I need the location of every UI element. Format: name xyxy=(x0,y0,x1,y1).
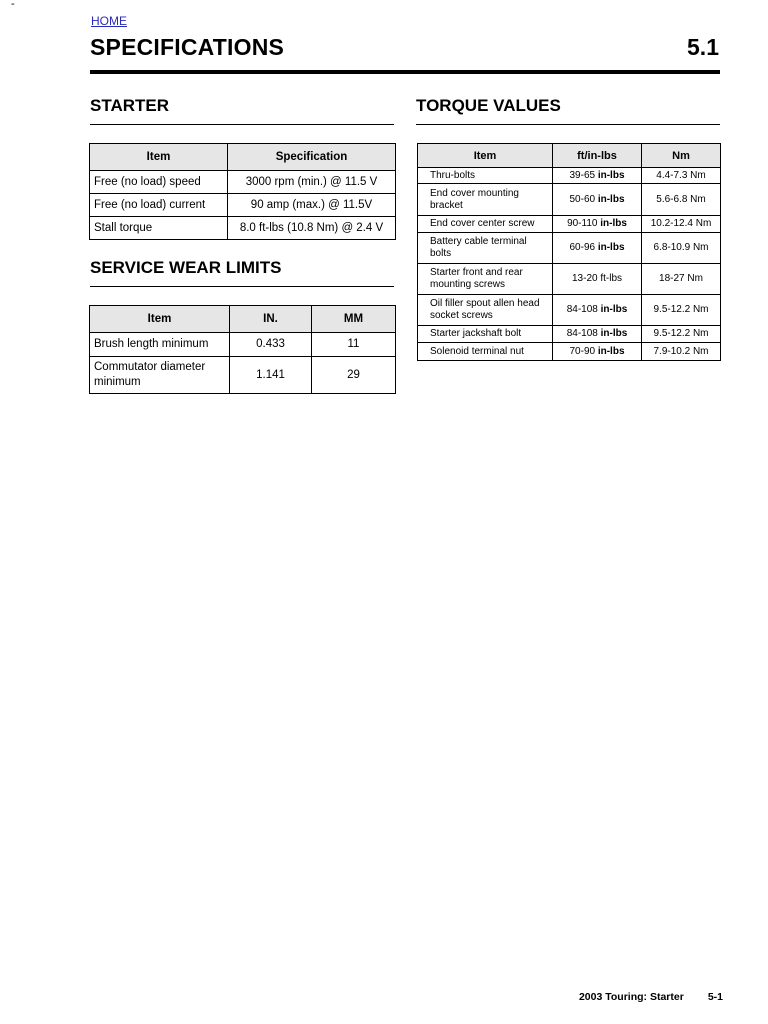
table-row xyxy=(90,333,396,357)
table-row xyxy=(90,194,396,217)
table-row xyxy=(418,168,721,184)
torque-cell xyxy=(553,326,642,343)
torque-value: 90-110 xyxy=(567,218,598,229)
torque-cell xyxy=(553,343,642,361)
torque-value: 84-108 xyxy=(566,304,598,315)
inch-cell: 0.433 xyxy=(230,333,312,357)
torque-value: 50-60 xyxy=(569,193,596,205)
column-header: IN. xyxy=(230,306,312,333)
torque-value: 84-108 xyxy=(566,328,598,339)
torque-values-table xyxy=(417,143,721,361)
torque-unit: in-lbs xyxy=(597,345,625,357)
service-wear-limits-table xyxy=(89,305,396,394)
column-header: Nm xyxy=(642,144,721,168)
starter-table xyxy=(89,143,396,240)
torque-values-rule xyxy=(416,124,720,125)
table-header-row xyxy=(90,144,396,171)
torque-cell xyxy=(553,233,642,264)
table-row xyxy=(418,343,721,361)
torque-cell xyxy=(553,168,642,184)
inch-cell: 1.141 xyxy=(230,357,312,394)
torque-value: 39-65 xyxy=(569,169,596,181)
nm-cell: 9.5-12.2 Nm xyxy=(642,295,721,326)
mm-cell: 11 xyxy=(312,333,396,357)
column-header: MM xyxy=(312,306,396,333)
item-cell: Starter jackshaft bolt xyxy=(418,326,553,343)
section-number: 5.1 xyxy=(687,34,719,60)
column-header: Item xyxy=(90,306,230,333)
item-cell: Oil filler spout allen head socket screws xyxy=(418,295,553,326)
item-cell: Free (no load) speed xyxy=(90,171,228,194)
service-wear-limits-heading: SERVICE WEAR LIMITS xyxy=(90,258,282,277)
mm-cell: 29 xyxy=(312,357,396,394)
home-link[interactable]: HOME xyxy=(91,14,127,28)
page-footer xyxy=(579,991,723,1003)
title-rule xyxy=(90,70,720,74)
nm-cell: 9.5-12.2 Nm xyxy=(642,326,721,343)
nm-cell: 5.6-6.8 Nm xyxy=(642,184,721,216)
footer-doc-title: 2003 Touring: Starter xyxy=(578,991,684,1003)
table-row xyxy=(418,233,721,264)
item-cell: Free (no load) current xyxy=(90,194,228,217)
nm-cell: 18-27 Nm xyxy=(642,264,721,295)
torque-unit: ft-lbs xyxy=(600,273,623,284)
item-cell: Brush length minimum xyxy=(90,333,230,357)
item-cell: Thru-bolts xyxy=(418,168,553,184)
torque-unit: in-lbs xyxy=(600,218,627,229)
item-cell: End cover center screw xyxy=(418,216,553,233)
column-header: ft/in-lbs xyxy=(553,144,642,168)
torque-value: 60-96 xyxy=(569,242,596,253)
torque-cell xyxy=(553,184,642,216)
nm-cell: 10.2-12.4 Nm xyxy=(642,216,721,233)
corner-mark: - xyxy=(11,0,15,10)
table-row xyxy=(90,217,396,240)
page-title: SPECIFICATIONS xyxy=(90,34,285,60)
table-row xyxy=(418,295,721,326)
table-header-row xyxy=(90,306,396,333)
table-row xyxy=(418,216,721,233)
footer-page-number: 5-1 xyxy=(707,991,723,1003)
nm-cell: 7.9-10.2 Nm xyxy=(642,343,721,361)
table-row xyxy=(90,357,396,394)
column-header: Item xyxy=(418,144,553,168)
torque-unit: in-lbs xyxy=(600,328,628,339)
column-header: Specification xyxy=(228,144,396,171)
item-cell: Battery cable terminal bolts xyxy=(418,233,553,264)
item-cell: Commutator diameter minimum xyxy=(90,357,230,394)
starter-rule xyxy=(90,124,394,125)
spec-cell: 90 amp (max.) @ 11.5V xyxy=(228,194,396,217)
torque-unit: in-lbs xyxy=(597,193,625,205)
torque-value: 70-90 xyxy=(569,345,596,357)
torque-value: 13-20 xyxy=(571,273,598,284)
spec-cell: 8.0 ft-lbs (10.8 Nm) @ 2.4 V xyxy=(228,217,396,240)
item-cell: Solenoid terminal nut xyxy=(418,343,553,361)
table-row xyxy=(90,171,396,194)
torque-cell xyxy=(553,295,642,326)
torque-unit: in-lbs xyxy=(600,304,628,315)
spec-cell: 3000 rpm (min.) @ 11.5 V xyxy=(228,171,396,194)
item-cell: Stall torque xyxy=(90,217,228,240)
table-row xyxy=(418,326,721,343)
torque-cell xyxy=(553,216,642,233)
item-cell: End cover mounting bracket xyxy=(418,184,553,216)
item-cell: Starter front and rear mounting screws xyxy=(418,264,553,295)
column-header: Item xyxy=(90,144,228,171)
service-wear-limits-rule xyxy=(90,286,394,287)
table-header-row xyxy=(418,144,721,168)
nm-cell: 6.8-10.9 Nm xyxy=(642,233,721,264)
torque-unit: in-lbs xyxy=(597,169,625,181)
table-row xyxy=(418,184,721,216)
nm-cell: 4.4-7.3 Nm xyxy=(642,168,721,184)
torque-unit: in-lbs xyxy=(597,242,625,253)
table-row xyxy=(418,264,721,295)
torque-cell xyxy=(553,264,642,295)
torque-values-heading: TORQUE VALUES xyxy=(416,96,561,115)
torque-table-body xyxy=(418,168,721,361)
starter-heading: STARTER xyxy=(90,96,170,115)
